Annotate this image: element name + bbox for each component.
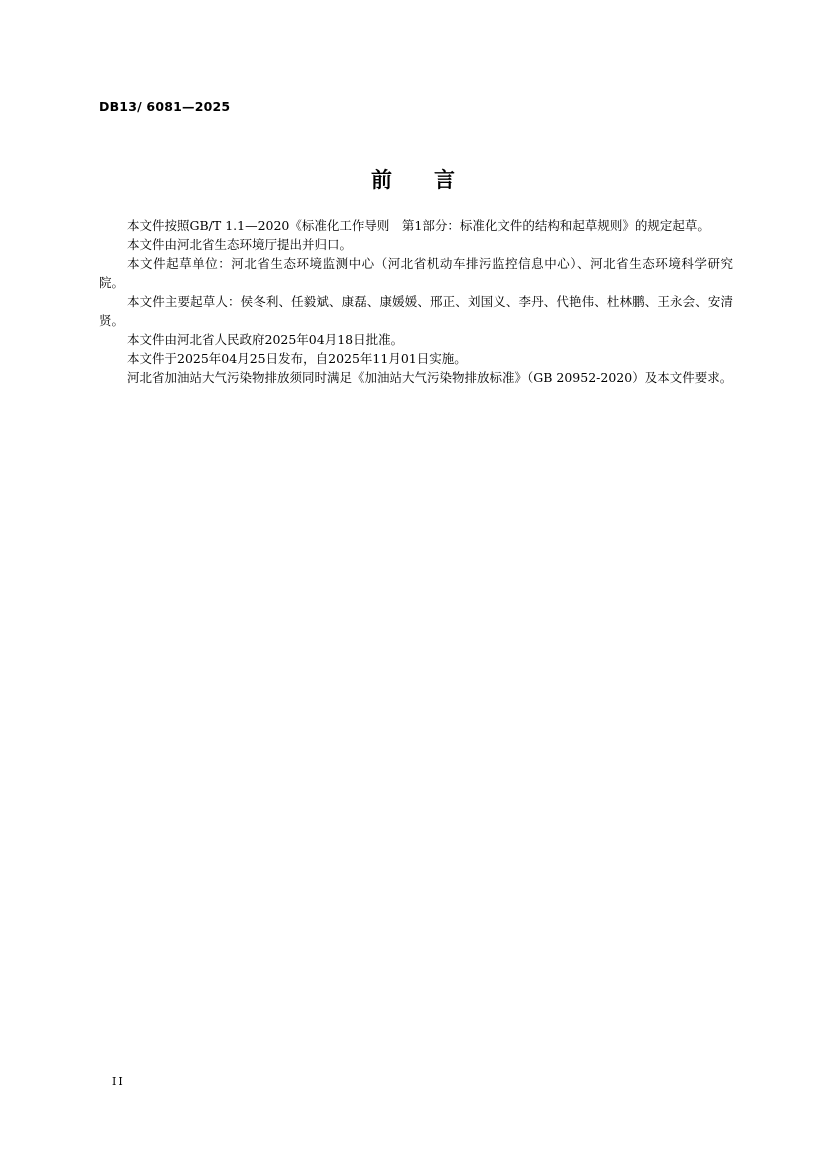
document-code: DB13/ 6081—2025 [99, 99, 231, 114]
foreword-body [99, 216, 733, 387]
paragraph-release-date: 本文件于2025年04月25日发布，自2025年11月01日实施。 [127, 351, 467, 366]
paragraph-drafting-rules: 本文件按照GB/T 1.1—2020《标准化工作导则 第1部分：标准化文件的结构和起草规则》的规定起草。 [127, 218, 710, 233]
page-title [0, 164, 826, 194]
page-number: II [112, 1075, 125, 1088]
paragraph-requirements: 河北省加油站大气污染物排放须同时满足《加油站大气污染物排放标准》（GB 20952-2020）及本文件要求。 [127, 370, 733, 385]
paragraph-drafting-units: 本文件起草单位：河北省生态环境监测中心（河北省机动车排污监控信息中心）、河北省生态环境科学研究院。 [99, 256, 733, 290]
paragraph-proposer: 本文件由河北省生态环境厅提出并归口。 [127, 237, 353, 252]
title-char-2: 言 [434, 167, 455, 192]
paragraph-drafters: 本文件主要起草人：侯冬利、任毅斌、康磊、康媛媛、邢正、刘国义、李丹、代艳伟、杜林鹏、王永会、安清贤。 [99, 294, 733, 328]
paragraph-approval: 本文件由河北省人民政府2025年04月18日批准。 [127, 332, 404, 347]
title-char-1: 前 [371, 167, 392, 192]
